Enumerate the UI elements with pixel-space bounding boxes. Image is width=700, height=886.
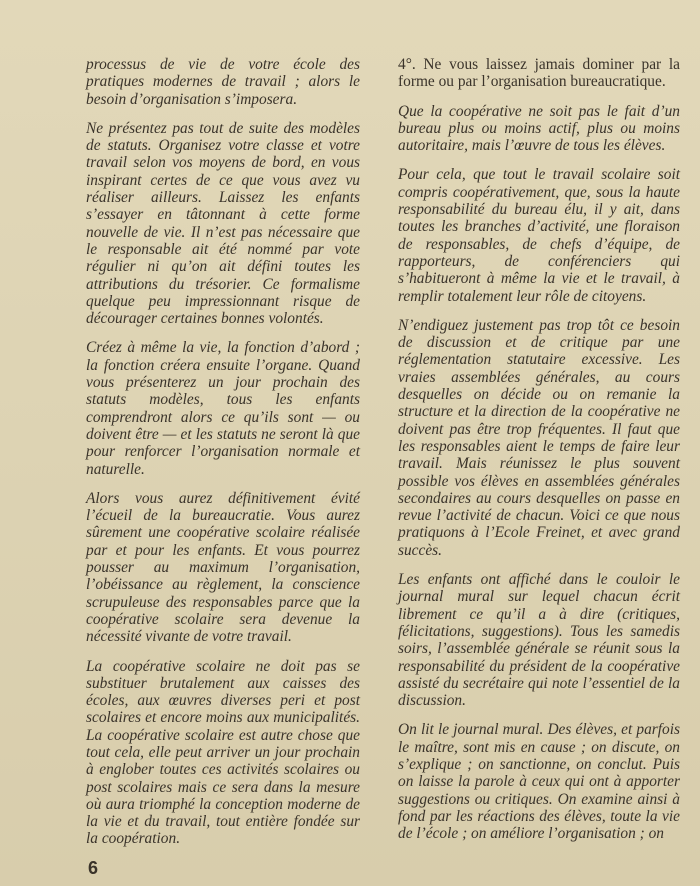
left-paragraph-4: Alors vous aurez définitivement évité l’écueil de la bureaucratie. Vous aurez sûrement une coopérative scolaire réalisée par et pour les enfants. Et vous pourrez pousser au maximum l’organisation, l’obéissance au règlement, la conscience scrupuleuse des responsables parce que la coopérative scolaire sera devenue la nécessité vivante de votre travail. — [86, 489, 360, 646]
right-column — [398, 56, 680, 854]
left-paragraph-5: La coopérative scolaire ne doit pas se substituer brutalement aux caisses des écoles, aux œuvres diverses peri et post scolaires et encore moins aux municipalités. La coopérative scolaire est autre chose que tout cela, elle peut arriver un jour prochain à englober toutes ces activités scolaires ou post scolaires mais ce sera dans la mesure où aura triomphé la conception moderne de la vie et du travail, tout entière fondée sur la coopération. — [86, 657, 360, 848]
page-number: 6 — [88, 858, 99, 878]
left-paragraph-3: Créez à même la vie, la fonction d’abord ; la fonction créera ensuite l’organe. Quand vous présenterez un jour prochain des statuts modèles, tous les enfants comprendront alors ce qu’ils sont — ou doivent être — et les statuts ne seront là que pour renforcer l’organisation normale et naturelle. — [86, 339, 360, 478]
left-paragraph-2: Ne présentez pas tout de suite des modèles de statuts. Organisez votre classe et votre travail selon vos moyens de bord, en vous inspirant certes de ce que vous avez vu réaliser ailleurs. Laissez les enfants s’essayer en tâtonnant à cette forme nouvelle de vie. Il n’est pas nécessaire que le responsable ait été nommé par vote régulier ni qu’on ait défini toutes les attributions du trésorier. Ce formalisme quelque peu impressionnant risque de décourager certaines bonnes volontés. — [86, 119, 360, 328]
left-paragraph-1: processus de vie de votre école des pratiques modernes de travail ; alors le besoin d’organisation s’imposera. — [86, 56, 360, 108]
right-paragraph-4: N’endiguez justement pas trop tôt ce besoin de discussion et de critique par une réglementation statutaire excessive. Les vraies assemblées générales, au cours desquelles on décide ou on remanie la structure et la direction de la coopérative ne doivent pas être trop fréquentes. Il faut que les responsables aient le temps de faire leur travail. Mais réunissez le plus souvent possible vos élèves en assemblées générales secondaires au cours desquelles on passe en revue l’activité de chacun. Voici ce que nous pratiquons à l’Ecole Freinet, et avec grand succès. — [398, 316, 680, 559]
right-paragraph-2: Que la coopérative ne soit pas le fait d’un bureau plus ou moins actif, plus ou moins autoritaire, mais l’œuvre de tous les élèves. — [398, 102, 680, 155]
right-paragraph-3: Pour cela, que tout le travail scolaire soit compris coopérativement, que, sous la haute responsabilité du bureau élu, il y ait, dans toutes les branches d’activité, une floraison de responsables, de chefs d’équipe, de rapporteurs, de conférenciers qui s’habitueront à même la vie et le travail, à remplir totalement leur rôle de citoyens. — [398, 166, 680, 305]
right-paragraph-5: Les enfants ont affiché dans le couloir le journal mural sur lequel chacun écrit librement ce qu’il a à dire (critiques, félicitations, suggestions). Tous les samedis soirs, l’assemblée générale se réunit sous la responsabilité du président de la coopérative assisté du secrétaire qui note l’essentiel de la discussion. — [398, 571, 680, 710]
right-paragraph-6: On lit le journal mural. Des élèves, et parfois le maître, sont mis en cause ; on discute, on s’explique ; on sanctionne, on conclut. Puis on laisse la parole à ceux qui ont à apporter suggestions ou critiques. On examine ainsi à fond par les réactions des élèves, toute la vie de l’école ; on améliore l’organisation ; on — [398, 721, 680, 843]
left-column — [86, 56, 360, 860]
right-paragraph-1-heading: 4°. Ne vous laissez jamais dominer par la forme ou par l’organisation bureaucratique. — [398, 56, 680, 91]
